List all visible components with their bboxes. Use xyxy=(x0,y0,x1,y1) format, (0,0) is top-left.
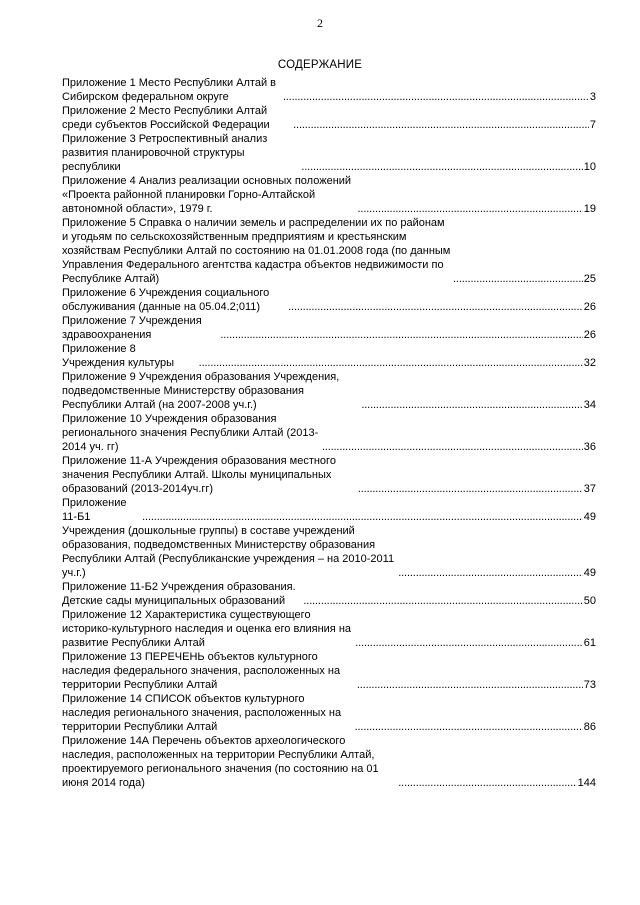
toc-entry-text: Приложение 4 Анализ реализации основных положений «Проекта районной планировки Горно-Алтайской автономной области», 1979 г. xyxy=(62,175,352,215)
toc-entry-text: Учреждения (дошкольные группы) в составе учреждений образования, подведомственных Министерству образования Республики Алтай (Республиканские учреждения – на 2010-2011 уч.г.) xyxy=(62,525,395,579)
toc-entry[interactable] xyxy=(62,174,596,216)
toc-entry[interactable] xyxy=(62,580,596,608)
toc-entry[interactable] xyxy=(62,692,596,734)
toc-entry-text: Приложение 11-Б2 Учреждения образования. Детские сады муниципальных образований xyxy=(62,581,296,607)
toc-entry-page: 19 xyxy=(583,203,596,215)
toc-entry-page: 26 xyxy=(583,301,596,313)
toc-entry-page: 25 xyxy=(583,273,596,285)
table-of-contents xyxy=(62,76,596,790)
dot-leader xyxy=(355,720,583,734)
toc-entry[interactable] xyxy=(62,650,596,692)
toc-entry-page: 36 xyxy=(583,441,596,453)
dot-leader xyxy=(322,440,583,454)
dot-leader xyxy=(358,202,583,216)
toc-entry-page: 3 xyxy=(589,91,596,103)
toc-entry-page: 144 xyxy=(577,777,596,789)
toc-entry-page: 26 xyxy=(583,329,596,341)
dot-leader xyxy=(398,566,583,580)
toc-entry-text: Приложение 7 Учреждения здравоохранения xyxy=(62,315,202,341)
toc-entry-text: Приложение 11-Б1 xyxy=(62,497,127,523)
dot-leader xyxy=(199,356,583,370)
toc-entry-page: 37 xyxy=(583,483,596,495)
toc-entry[interactable] xyxy=(62,342,596,370)
toc-entry-page: 10 xyxy=(583,161,596,173)
toc-entry-page: 32 xyxy=(583,357,596,369)
toc-entry[interactable] xyxy=(62,104,596,132)
toc-entry-text: Приложение 2 Место Республики Алтай среди субъектов Российской Федерации xyxy=(62,105,270,131)
toc-entry-page: 7 xyxy=(589,119,596,131)
dot-leader xyxy=(357,678,583,692)
toc-entry-page: 49 xyxy=(583,511,596,523)
toc-entry-text: Приложение 6 Учреждения социального обслуживания (данные на 05.04.2;011) xyxy=(62,287,270,313)
dot-leader xyxy=(142,510,583,524)
toc-entry[interactable] xyxy=(62,132,596,174)
toc-entry-text: Приложение 1 Место Республики Алтай в Сибирском федеральном округе xyxy=(62,77,277,103)
toc-entry[interactable] xyxy=(62,454,596,496)
toc-title: СОДЕРЖАНИЕ xyxy=(277,59,363,71)
toc-entry-page: 49 xyxy=(583,567,596,579)
toc-entry-page: 50 xyxy=(583,595,596,607)
toc-entry[interactable] xyxy=(62,216,596,286)
toc-entry-text: Приложение 13 ПЕРЕЧЕНЬ объектов культурного наследия федерального значения, расположенных на территории Республики Алтай xyxy=(62,651,341,691)
toc-entry[interactable] xyxy=(62,524,596,580)
dot-leader xyxy=(293,118,589,132)
toc-entry-page: 86 xyxy=(583,721,596,733)
toc-entry[interactable] xyxy=(62,412,596,454)
dot-leader xyxy=(358,482,583,496)
dot-leader xyxy=(303,594,582,608)
dot-leader xyxy=(220,328,582,342)
dot-leader xyxy=(288,300,583,314)
toc-entry[interactable] xyxy=(62,314,596,342)
dot-leader xyxy=(361,398,582,412)
page-number: 2 xyxy=(317,16,323,30)
toc-entry[interactable] xyxy=(62,608,596,650)
toc-entry-text: Приложение 12 Характеристика существующего историко-культурного наследия и оценка его влияния на развитие Республики Алтай xyxy=(62,609,352,649)
dot-leader xyxy=(355,636,583,650)
toc-entry-page: 61 xyxy=(583,637,596,649)
toc-entry-text: Приложение 9 Учреждения образования Учреждения, подведомственные Министерству образования Республики Алтай (на 2007-2008 уч.г.) xyxy=(62,371,340,411)
toc-entry[interactable] xyxy=(62,286,596,314)
toc-entry-text: Приложение 5 Справка о наличии земель и распределении их по районам и угодьям по сельскохозяйственным предприятиям и крестьянским хозяйствам Республики Алтай по состоянию на 01.01.2008 года (по данным Управления Федерального агентства кадастра объектов недвижимости по Республике Алтай) xyxy=(62,217,451,285)
toc-entry-page: 34 xyxy=(583,399,596,411)
toc-entry-text: Приложение 14 СПИСОК объектов культурного наследия регионального значения, расположенных на территории Республики Алтай xyxy=(62,693,342,733)
dot-leader xyxy=(453,272,583,286)
toc-entry[interactable] xyxy=(62,734,596,790)
toc-entry[interactable] xyxy=(62,496,596,524)
toc-entry-text: Приложение 14А Перечень объектов археологического наследия, расположенных на территории Республики Алтай, проектируемого регионального значения (по состоянию на 01 июня 2014 года) xyxy=(62,735,379,789)
toc-entry-text: Приложение 3 Ретроспективный анализ развития планировочной структуры республики xyxy=(62,133,268,173)
toc-entry-page: 73 xyxy=(583,679,596,691)
toc-entry[interactable] xyxy=(62,76,596,104)
dot-leader xyxy=(283,90,589,104)
toc-entry[interactable] xyxy=(62,370,596,412)
dot-leader xyxy=(398,776,576,790)
toc-entry-text: Приложение 11-А Учреждения образования местного значения Республики Алтай. Школы муниципальных образований (2013-2014уч.гг) xyxy=(62,455,336,495)
toc-entry-text: Приложение 8 Учреждения культуры xyxy=(62,343,175,369)
toc-entry-text: Приложение 10 Учреждения образования регионального значения Республики Алтай (2013-2014 уч. гг) xyxy=(62,413,319,453)
dot-leader xyxy=(301,160,582,174)
